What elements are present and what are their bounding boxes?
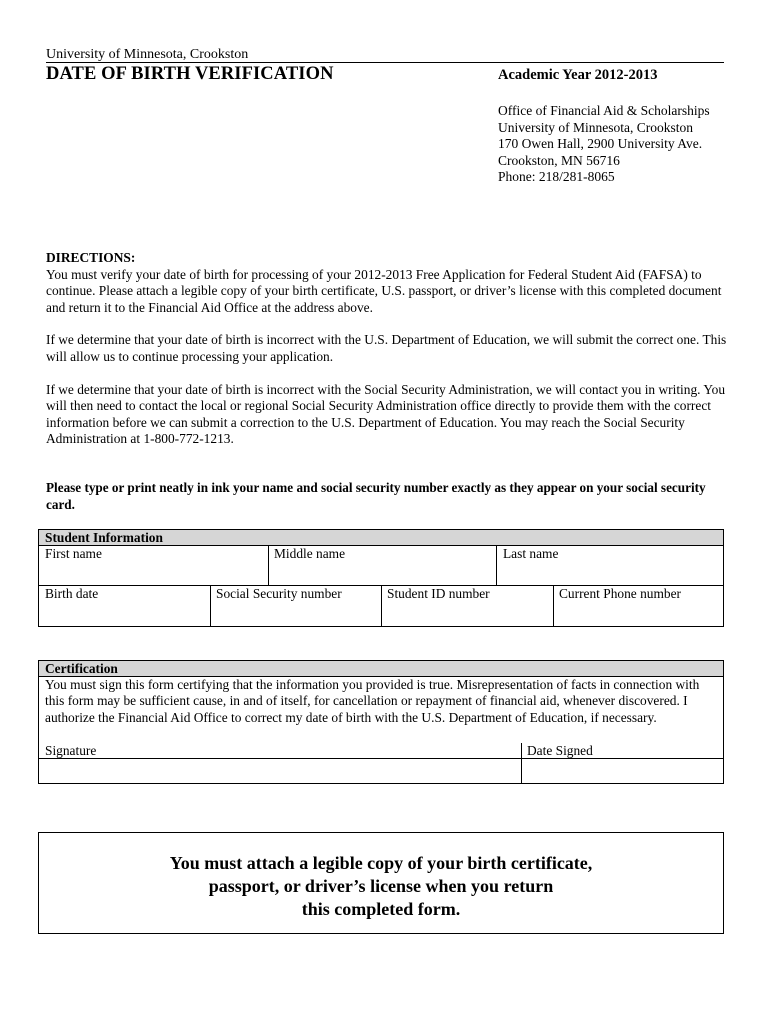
office-line: 170 Owen Hall, 2900 University Ave.: [498, 136, 703, 152]
office-line: Office of Financial Aid & Scholarships: [498, 103, 710, 118]
directions-label: DIRECTIONS:: [46, 250, 136, 265]
student-information-box: [38, 529, 724, 627]
ssn-label: Social Security number: [216, 586, 342, 601]
last-name-label: Last name: [503, 546, 559, 561]
student-information-heading: Student Information: [39, 530, 723, 546]
certification-box: [38, 660, 724, 784]
first-name-field[interactable]: [39, 546, 268, 585]
middle-name-field[interactable]: [268, 546, 497, 585]
birth-date-field[interactable]: [39, 586, 210, 626]
office-line: University of Minnesota, Crookston: [498, 119, 693, 135]
student-id-field[interactable]: [381, 586, 553, 626]
middle-name-label: Middle name: [274, 546, 346, 561]
date-signed-field[interactable]: [521, 743, 723, 783]
first-name-label: First name: [45, 546, 102, 561]
directions-paragraph: If we determine that your date of birth is incorrect with the U.S. Department of Education, we will submit the correct one. This will allow us to continue processing your application.: [46, 332, 727, 364]
notice-line: You must attach a legible copy of your birth certificate,: [169, 853, 593, 873]
attachment-notice: [38, 832, 724, 934]
phone-label: Current Phone number: [559, 586, 681, 601]
directions-section: [46, 250, 736, 448]
notice-line: passport, or driver’s license when you return: [208, 876, 554, 896]
print-instruction: Please type or print neatly in ink your name and social security number exactly as they appear on your social security card.: [46, 480, 706, 512]
directions-paragraph: If we determine that your date of birth is incorrect with the Social Security Administration, we will contact you in writing. You will then need to contact the local or regional Social Security Administration office directly to provide them with the correct information before we can submit a correction to the U.S. Department of Education. You may reach the Social Security Administration at 1-800-772-1213.: [46, 381, 726, 447]
student-id-label: Student ID number: [387, 586, 490, 601]
university-name: University of Minnesota, Crookston: [46, 47, 249, 62]
phone-field[interactable]: [553, 586, 723, 626]
certification-heading: Certification: [39, 661, 723, 677]
signature-label: Signature: [45, 743, 97, 758]
page-title: DATE OF BIRTH VERIFICATION: [46, 64, 334, 84]
academic-year: Academic Year 2012-2013: [498, 67, 658, 83]
office-line: Phone: 218/281-8065: [498, 169, 615, 185]
notice-line: this completed form.: [301, 899, 461, 919]
last-name-field[interactable]: [497, 546, 723, 585]
signature-field[interactable]: [39, 743, 521, 783]
ssn-field[interactable]: [210, 586, 381, 626]
directions-paragraph: You must verify your date of birth for processing of your 2012-2013 Free Application for Federal Student Aid (FAFSA) to continue. Please attach a legible copy of your birth certificate, U.S. passport, or driver’s license with this completed document and return it to the Financial Aid Office at the address above.: [46, 266, 722, 315]
header-rule: [46, 62, 724, 63]
certification-text: You must sign this form certifying that the information you provided is true. Misrepresentation of facts in connection with this form may be sufficient cause, in and of itself, for cancellation or repayment of financial aid, whenever discovered. I authorize the Financial Aid Office to correct my date of birth with the U.S. Department of Education, if necessary.: [39, 677, 723, 759]
office-line: Crookston, MN 56716: [498, 152, 620, 168]
date-signed-label: Date Signed: [527, 743, 593, 758]
birth-date-label: Birth date: [45, 586, 99, 601]
office-address: [498, 103, 710, 186]
